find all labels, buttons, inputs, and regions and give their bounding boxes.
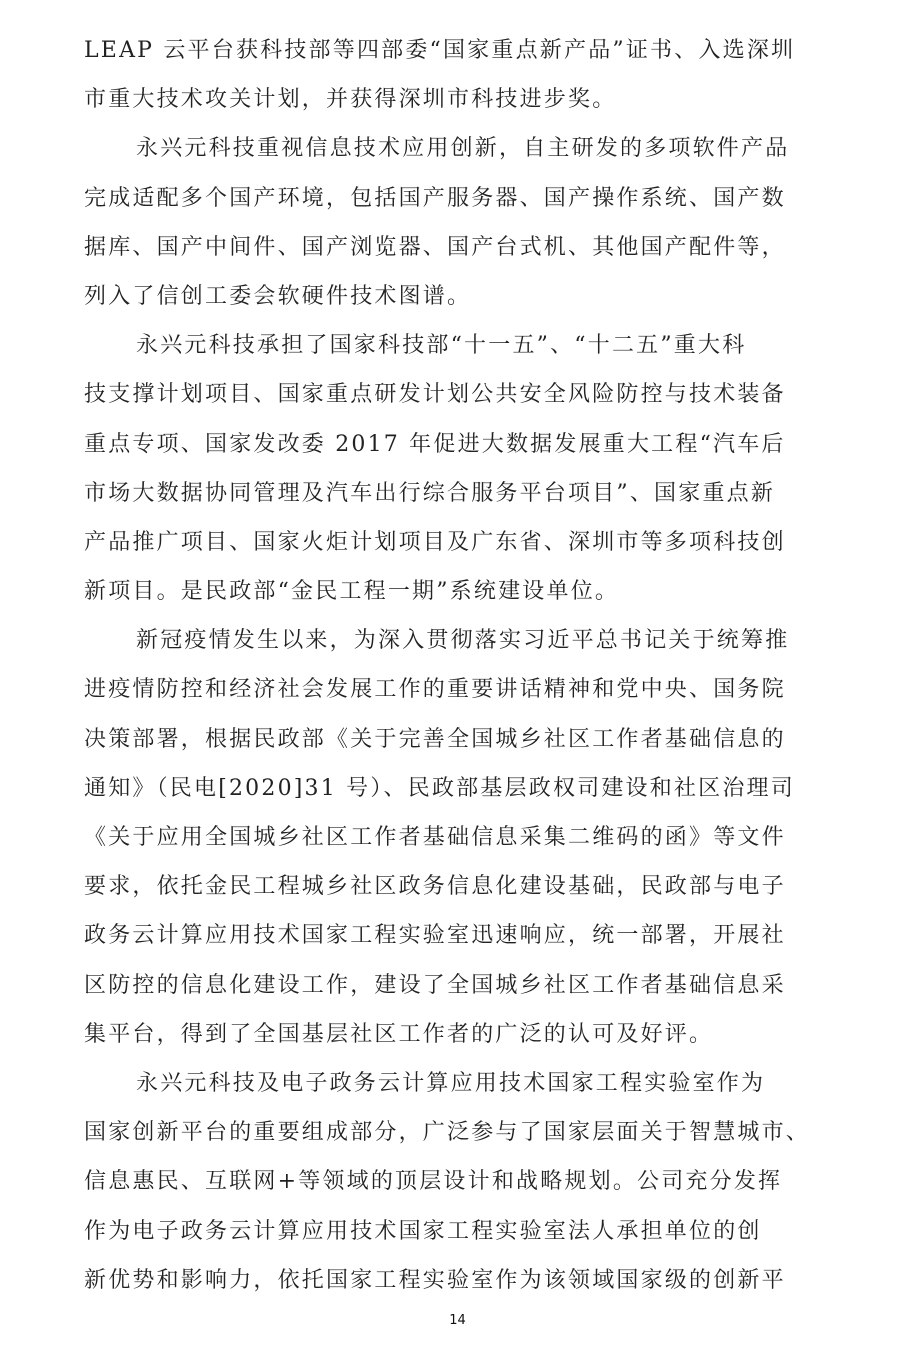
paragraph-first-line: 新冠疫情发生以来，为深入贯彻落实习近平总书记关于统筹推 — [136, 628, 790, 654]
text-line: 市场大数据协同管理及汽车出行综合服务平台项目”、国家重点新 — [84, 480, 776, 506]
text-line: 作为电子政务云计算应用技术国家工程实验室法人承担单位的创 — [84, 1218, 762, 1244]
text-line: 信息惠民、互联网+等领域的顶层设计和战略规划。公司充分发挥 — [84, 1169, 783, 1195]
text-line: 据库、国产中间件、国产浏览器、国产台式机、其他国产配件等， — [84, 234, 786, 260]
text-line: 《关于应用全国城乡社区工作者基础信息采集二维码的函》等文件 — [84, 825, 786, 850]
text-line: 国家创新平台的重要组成部分，广泛参与了国家层面关于智慧城市、 — [84, 1120, 811, 1146]
text-line: LEAP 云平台获科技部等四部委“国家重点新产品”证书、入选深圳 — [84, 38, 796, 63]
text-line: 新优势和影响力，依托国家工程实验室作为该领域国家级的创新平 — [84, 1267, 786, 1293]
text-line: 政务云计算应用技术国家工程实验室迅速响应，统一部署，开展社 — [84, 923, 786, 949]
text-line: 集平台，得到了全国基层社区工作者的广泛的认可及好评。 — [84, 1021, 714, 1047]
text-line: 完成适配多个国产环境，包括国产服务器、国产操作系统、国产数 — [84, 185, 786, 211]
paragraph-first-line: 永兴元科技及电子政务云计算应用技术国家工程实验室作为 — [136, 1070, 766, 1096]
text-line: 决策部署，根据民政部《关于完善全国城乡社区工作者基础信息的 — [84, 726, 786, 752]
text-line: 列入了信创工委会软硬件技术图谱。 — [84, 283, 472, 309]
text-line: 通知》（民电[2020]31 号）、民政部基层政权司建设和社区治理司 — [84, 775, 795, 801]
text-line: 产品推广项目、国家火炬计划项目及广东省、深圳市等多项科技创 — [84, 529, 786, 555]
text-line: 市重大技术攻关计划，并获得深圳市科技进步奖。 — [84, 87, 617, 113]
text-line: 新项目。是民政部“金民工程一期”系统建设单位。 — [84, 579, 620, 605]
body-text — [84, 26, 844, 1305]
paragraph-first-line: 永兴元科技承担了国家科技部“十一五”、“十二五”重大科 — [136, 333, 747, 359]
text-line: 技支撑计划项目、国家重点研发计划公共安全风险防控与技术装备 — [84, 382, 786, 408]
page-number: 14 — [449, 1313, 466, 1328]
text-line: 要求，依托金民工程城乡社区政务信息化建设基础，民政部与电子 — [84, 874, 786, 900]
text-line: 进疫情防控和经济社会发展工作的重要讲话精神和党中央、国务院 — [84, 677, 786, 703]
text-line: 区防控的信息化建设工作，建设了全国城乡社区工作者基础信息采 — [84, 972, 786, 998]
text-line: 重点专项、国家发改委 2017 年促进大数据发展重大工程“汽车后 — [84, 431, 786, 457]
paragraph-first-line: 永兴元科技重视信息技术应用创新，自主研发的多项软件产品 — [136, 136, 790, 162]
